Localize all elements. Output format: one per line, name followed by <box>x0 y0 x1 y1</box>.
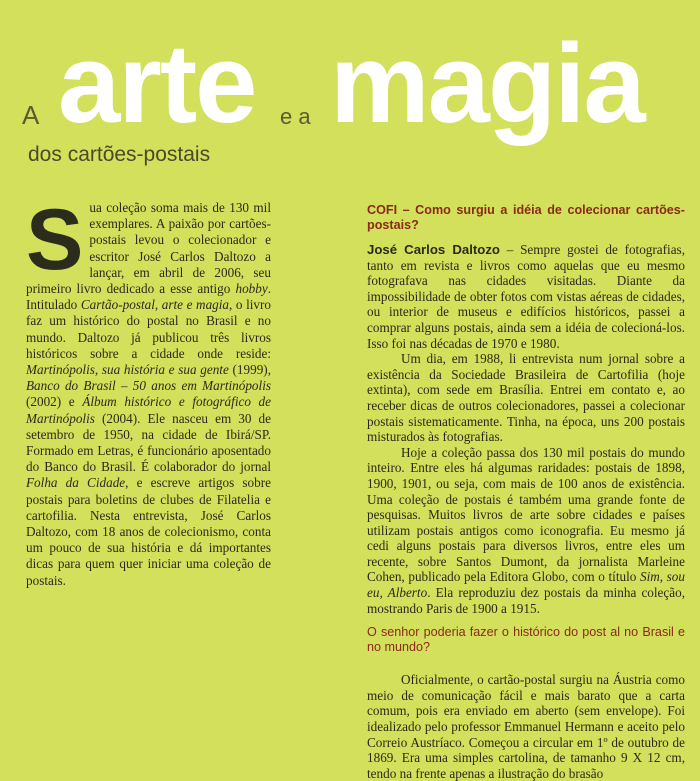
title-word-a: A <box>22 100 40 130</box>
answer-1: José Carlos Daltozo – Sempre gostei de fotografias, tanto em revista e livros como aquelas que eu mesmo fotografava nas cidades visitadas. Diante da impossibilidade de obter fotos com vistas aéreas de cidades, ou interior de museus e edifícios históricos, passei a comprar alguns postais, ainda sem a idéia de colecioná-los. Isso foi nas décadas de 1970 e 1980. <box>367 242 685 351</box>
answer-3: Hoje a coleção passa dos 130 mil postais do mundo inteiro. Entre eles há algumas raridades: postais de 1898, 1900, 1901, ou seja, com mais de 100 anos de existência. Uma coleção de postais é também uma grande fonte de pesquisas. Muitos livros de arte sobre cidades e países utilizam postais antigos como iconografia. Eu mesmo já cedi alguns postais para diversos livros, entre eles um recente, sobre Santos Dumont, da jornalista Marleine Cohen, publicado pela Editora Globo, com o título Sim, sou eu, Alberto. Ela reproduziu dez postais da minha coleção, mostrando Paris de 1900 a 1915. <box>367 444 686 616</box>
title-word-magia: magia <box>330 21 644 146</box>
answer-2: Um dia, em 1988, li entrevista num jornal sobre a existência da Sociedade Brasileira de Cartofilia (hoje extinta), com sede em Brasília. Entrei em contato e, ao receber dicas de outros colecionadores, passei a colecionar postais sistematicamente. Tinha, na época, uns 200 postais misturados às fotografias. <box>367 351 685 445</box>
intro-paragraph: ua coleção soma mais de 130 mil exemplares. A paixão por cartões-postais levou o colecionador e escritor José Carlos Daltozo a lançar, em abril de 2006, seu primeiro livro dedicado a esse antigo hobby. Intitulado Cartão-postal, arte e magia, o livro faz um histórico do postal no Brasil e no mundo. Daltozo já publicou três livros históricos sobre a cidade onde reside: Martinópolis, sua história e sua gente (1999), Banco do Brasil – 50 anos em Martinópolis (2002) e Álbum histórico e fotográfico de Martinópolis (2004). Ele nasceu em 30 de setembro de 1950, na cidade de Ibirá/SP. Formado em Letras, é funcionário aposentado do Banco do Brasil. É colaborador do jornal Folha da Cidade, e escreve artigos sobre postais para boletins de clubes de Filatelia e cartofilia. Nesta entrevista, José Carlos Daltozo, com 18 anos de colecionismo, conta um pouco de sua história e dá importantes dicas para quem quer iniciar uma coleção de postais. <box>26 200 271 588</box>
question-1: COFI – Como surgiu a idéia de colecionar cartões-postais? <box>367 203 685 232</box>
question-2: O senhor poderia fazer o histórico do post al no Brasil e no mundo? <box>367 625 685 655</box>
interview-column <box>367 203 685 781</box>
title-word-e-a: e a <box>280 104 311 129</box>
answer-4: Oficialmente, o cartão-postal surgiu na Áustria como meio de comunicação fácil e mais barato que a carta comum, pois era enviado em aberto (sem envelope). Foi idealizado pelo professor Emmanuel Hermann e aceito pelo Correio Austríaco. Começou a circular em 1º de outubro de 1869. Era uma simples cartolina, de tamanho 9 X 12 cm, tendo na frente apenas a ilustração do brasão <box>367 672 685 781</box>
intro-column <box>26 192 271 589</box>
interviewee-name: José Carlos Daltozo <box>367 242 500 257</box>
drop-cap: S <box>26 192 84 288</box>
title-subtitle: dos cartões-postais <box>28 143 211 166</box>
title-word-arte: arte <box>58 21 256 146</box>
